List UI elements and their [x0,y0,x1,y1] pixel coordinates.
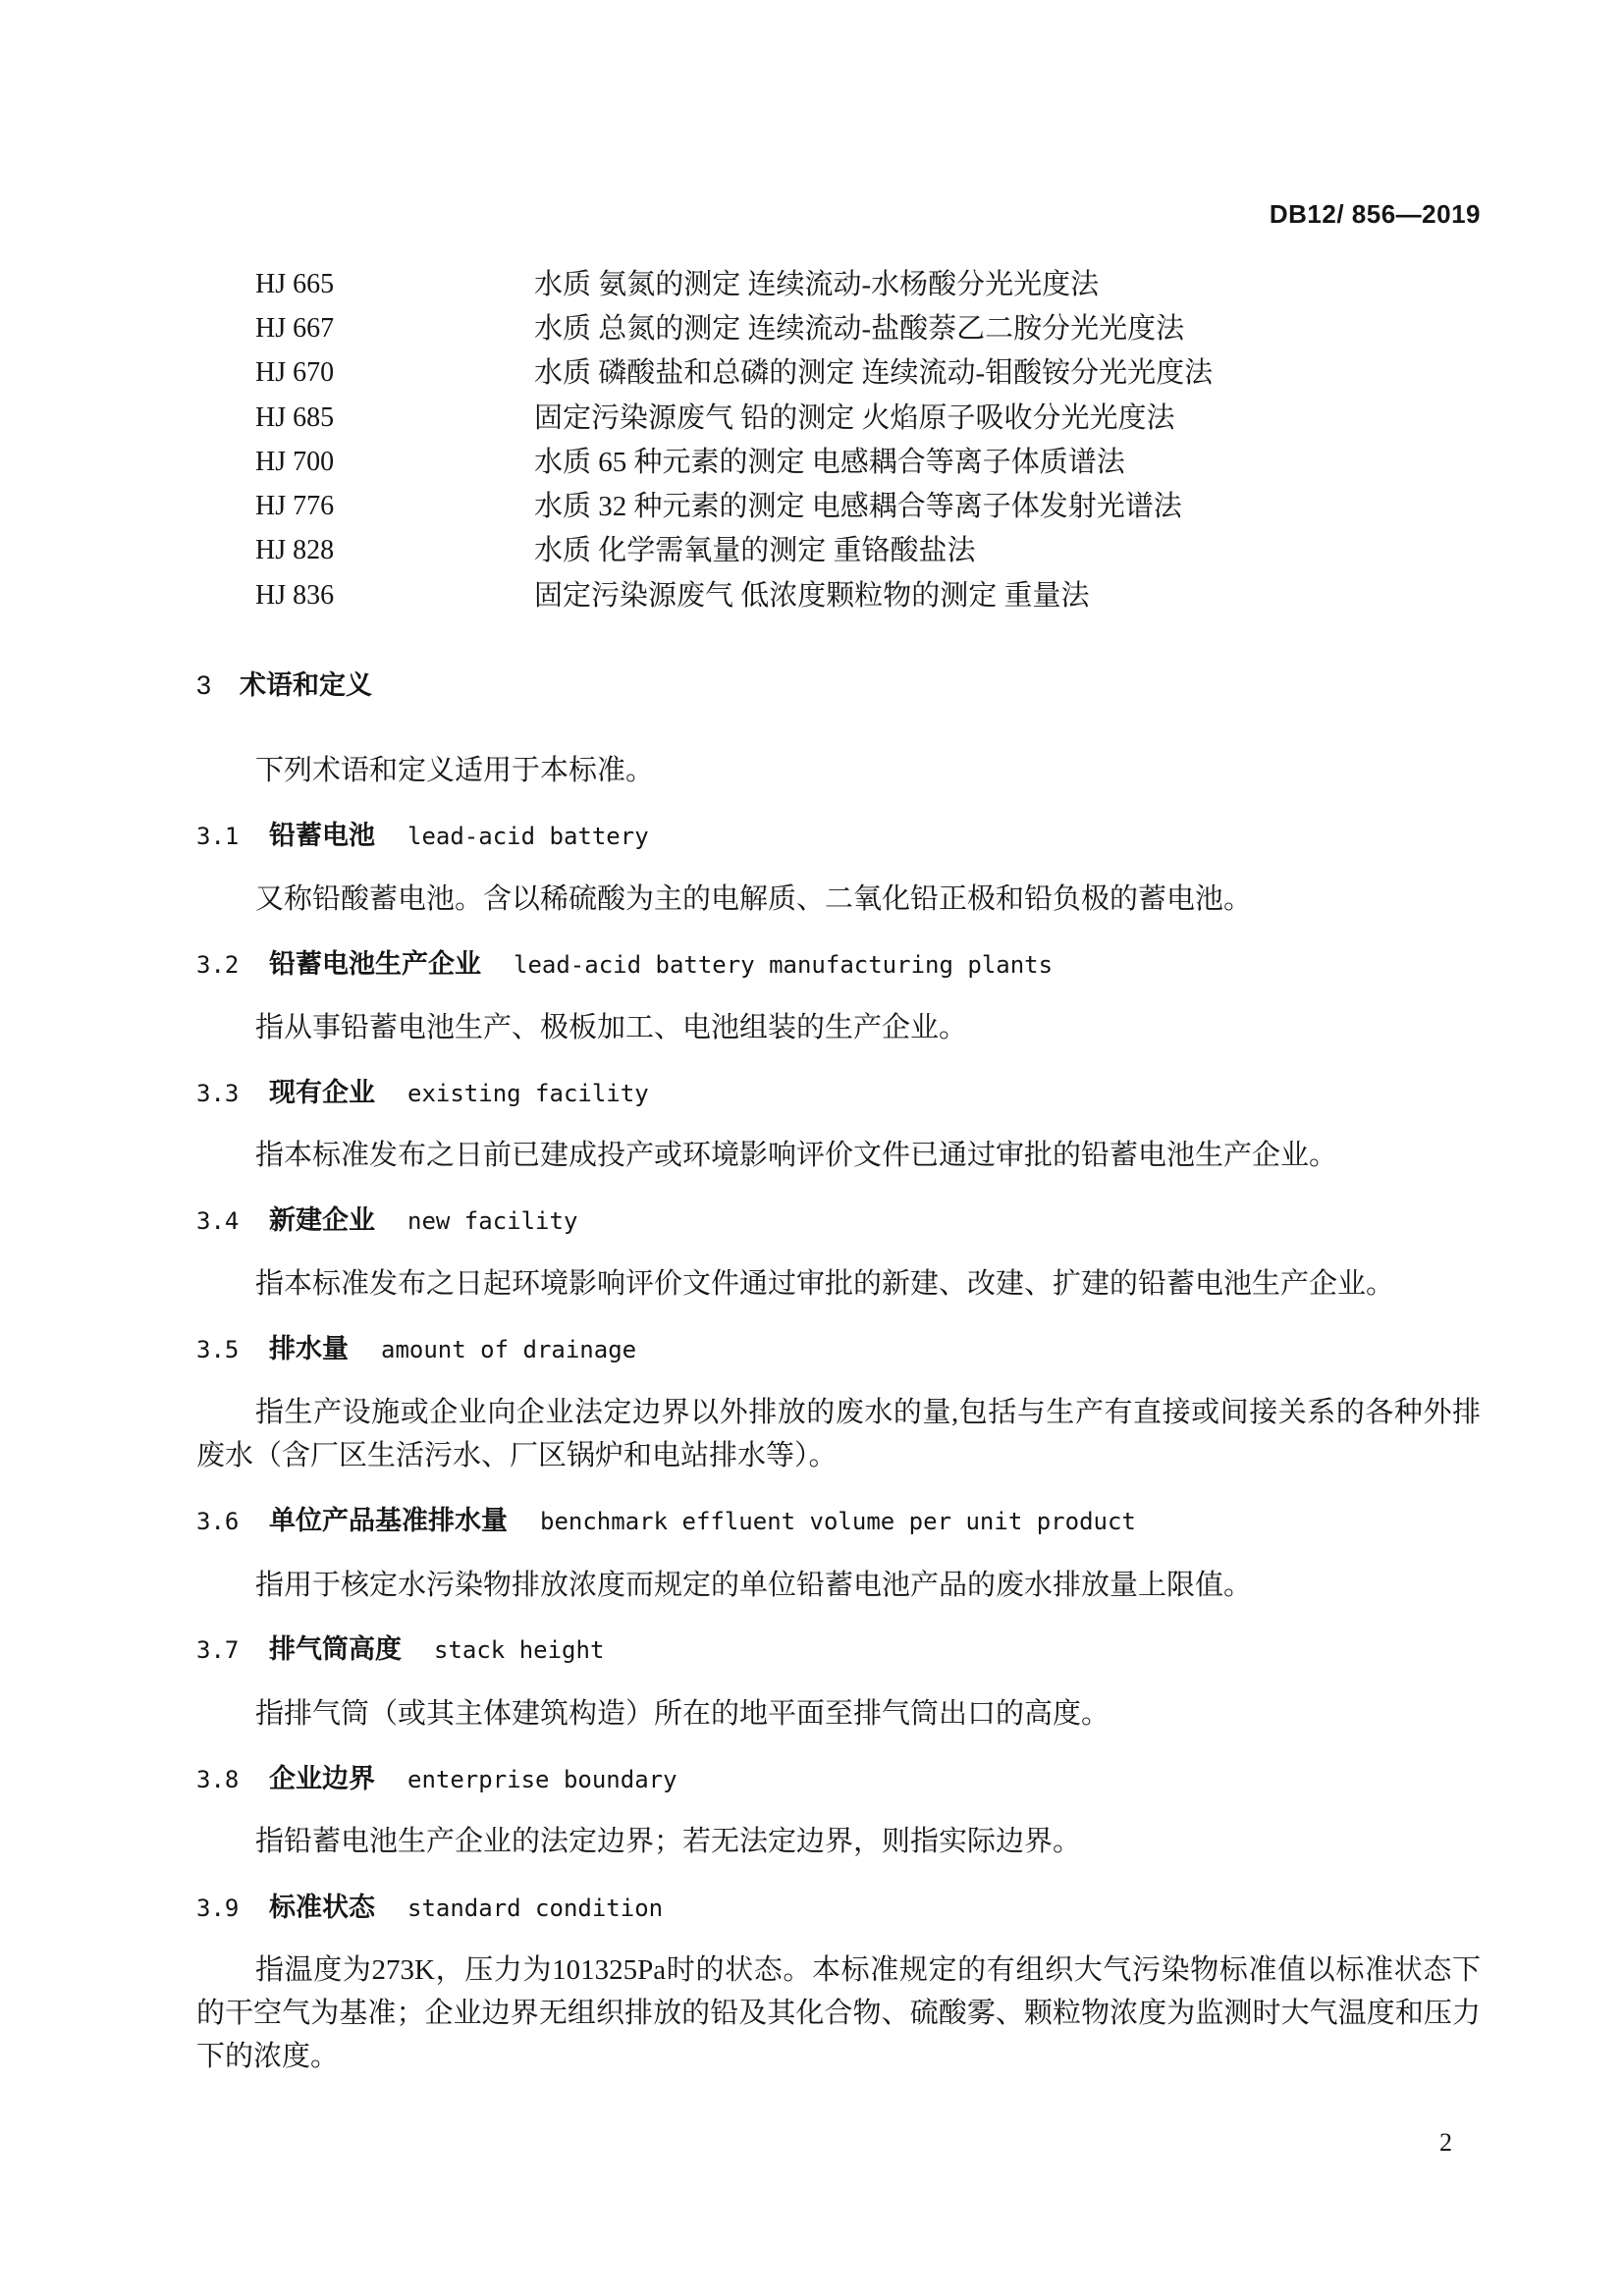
definition-body: 指本标准发布之日前已建成投产或环境影响评价文件已通过审批的铅蓄电池生产企业。 [255,1140,1338,1171]
definition-english: amount of drainage [381,1336,637,1363]
definition-english: enterprise boundary [407,1766,677,1793]
reference-code: HJ 665 [255,269,335,299]
definition-body: 指从事铅蓄电池生产、极板加工、电池组装的生产企业。 [255,1012,968,1043]
definition-term: 现有企业 [269,1078,375,1107]
reference-code: HJ 700 [255,447,335,477]
definition-body: 指用于核定水污染物排放浓度而规定的单位铅蓄电池产品的废水排放量上限值。 [255,1570,1253,1601]
reference-code: HJ 670 [255,357,335,388]
reference-title: 水质 总氮的测定 连续流动-盐酸萘乙二胺分光光度法 [534,313,1185,345]
definition-term: 排气筒高度 [269,1634,402,1664]
section-intro: 下列术语和定义适用于本标准。 [255,755,655,786]
definition-body: 废水（含厂区生活污水、厂区锅炉和电站排水等）。 [196,1440,838,1471]
reference-row [0,487,1624,526]
definition-term: 新建企业 [269,1205,375,1235]
definition-term: 标准状态 [269,1893,375,1922]
definition-number: 3.3 [196,1080,240,1107]
definition-english: new facility [407,1207,578,1235]
definition-body: 的干空气为基准；企业边界无组织排放的铅及其化合物、硫酸雾、颗粒物浓度为监测时大气温度和压力 [196,1998,1481,2029]
section-title: 术语和定义 [240,670,372,700]
definition-term: 排水量 [269,1334,349,1363]
reference-title: 固定污染源废气 铅的测定 火焰原子吸收分光光度法 [534,402,1175,434]
definition-heading [196,944,1053,984]
reference-title: 水质 32 种元素的测定 电感耦合等离子体发射光谱法 [534,491,1182,522]
reference-code: HJ 667 [255,313,335,344]
reference-title: 水质 化学需氧量的测定 重铬酸盐法 [534,535,976,566]
page-number: 2 [1439,2128,1452,2157]
definition-heading [196,1073,649,1112]
definition-number: 3.1 [196,823,240,850]
reference-row [0,309,1624,348]
definition-number: 3.9 [196,1895,240,1922]
reference-title: 固定污染源废气 低浓度颗粒物的测定 重量法 [534,580,1090,612]
definition-number: 3.4 [196,1207,240,1235]
section-number: 3 [196,670,212,700]
definition-number: 3.2 [196,951,240,979]
definition-body: 指生产设施或企业向企业法定边界以外排放的废水的量,包括与生产有直接或间接关系的各种外排 [255,1397,1481,1428]
definition-body: 下的浓度。 [196,2041,340,2072]
definition-number: 3.8 [196,1766,240,1793]
definition-heading [196,1759,677,1798]
reference-row [0,576,1624,615]
reference-title: 水质 氨氮的测定 连续流动-水杨酸分光光度法 [534,269,1100,300]
definition-body: 指温度为273K，压力为101325Pa时的状态。本标准规定的有组织大气污染物标准值以标准状态下 [255,1954,1481,1986]
definition-english: lead-acid battery [407,823,649,850]
reference-code: HJ 685 [255,402,335,433]
reference-row [0,443,1624,482]
definition-body: 指本标准发布之日起环境影响评价文件通过审批的新建、改建、扩建的铅蓄电池生产企业。 [255,1268,1395,1300]
reference-code: HJ 836 [255,580,335,611]
reference-code: HJ 776 [255,491,335,521]
definition-number: 3.7 [196,1636,240,1664]
definition-heading [196,1888,663,1927]
reference-title: 水质 65 种元素的测定 电感耦合等离子体质谱法 [534,447,1125,478]
definition-body: 指铅蓄电池生产企业的法定边界；若无法定边界，则指实际边界。 [255,1826,1082,1857]
reference-row [0,399,1624,438]
definition-term: 铅蓄电池生产企业 [269,949,481,979]
reference-code: HJ 828 [255,535,335,565]
definition-english: existing facility [407,1080,649,1107]
definition-english: benchmark effluent volume per unit product [540,1508,1136,1535]
definition-english: stack height [434,1636,605,1664]
reference-title: 水质 磷酸盐和总磷的测定 连续流动-钼酸铵分光光度法 [534,357,1214,389]
definition-heading [196,816,649,855]
definition-heading [196,1501,1136,1540]
definition-english: standard condition [407,1895,664,1922]
definition-body: 指排气筒（或其主体建筑构造）所在的地平面至排气筒出口的高度。 [255,1698,1110,1730]
reference-row [0,353,1624,393]
section-heading [196,666,372,705]
definition-heading [196,1329,636,1368]
document-number: DB12/ 856—2019 [1269,199,1481,229]
definition-term: 铅蓄电池 [269,821,375,850]
reference-row [0,265,1624,304]
definition-number: 3.6 [196,1508,240,1535]
definition-heading [196,1201,577,1240]
definition-heading [196,1629,604,1669]
definition-term: 企业边界 [269,1764,375,1793]
reference-row [0,531,1624,570]
definition-body: 又称铅酸蓄电池。含以稀硫酸为主的电解质、二氧化铅正极和铅负极的蓄电池。 [255,883,1253,915]
definition-number: 3.5 [196,1336,240,1363]
definition-term: 单位产品基准排水量 [269,1506,508,1535]
definition-english: lead-acid battery manufacturing plants [514,951,1054,979]
